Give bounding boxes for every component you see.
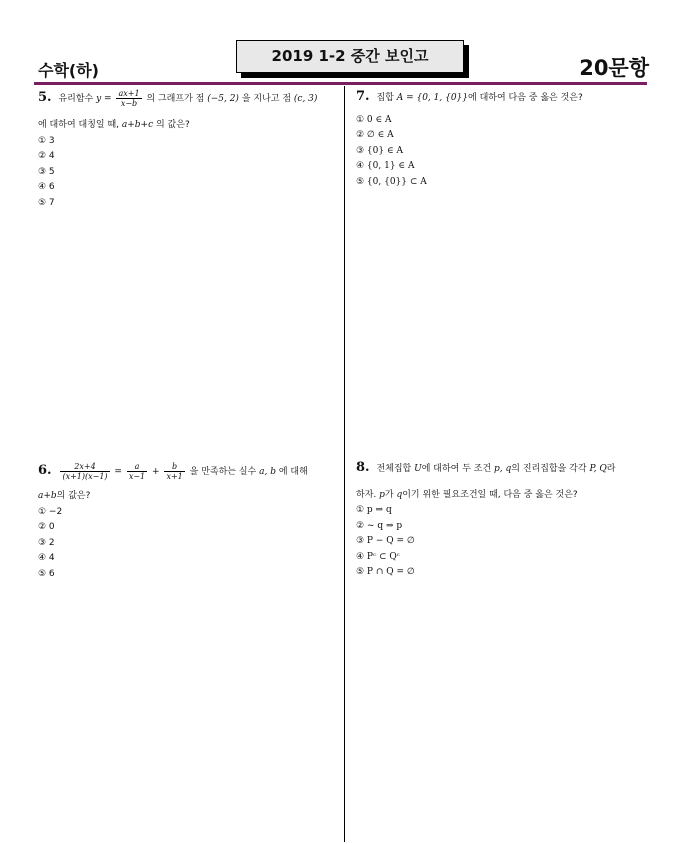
q8-text2: 에 대하여 두 조건 bbox=[421, 464, 492, 474]
q6-option-1[interactable]: ① −2 bbox=[38, 506, 63, 517]
q8-line2 bbox=[356, 488, 656, 504]
q7-number: 7. bbox=[356, 89, 370, 104]
q6-number: 6. bbox=[38, 463, 52, 478]
q5-line2 bbox=[38, 118, 338, 134]
q5-option-2[interactable]: ② 4 bbox=[38, 151, 55, 161]
q6-f3-num: b bbox=[164, 462, 184, 472]
question-8 bbox=[356, 460, 656, 581]
column-divider bbox=[344, 86, 345, 842]
q5-expr: a+b+c bbox=[121, 120, 154, 130]
q8-line1 bbox=[356, 460, 656, 478]
q6-f2-den: x−1 bbox=[128, 472, 146, 481]
q8-option-1[interactable]: ① p ⇒ q bbox=[356, 505, 392, 515]
q6-equals: = bbox=[114, 467, 122, 477]
q5-text2: 의 그래프가 점 bbox=[146, 94, 205, 104]
q6-fraction-b bbox=[164, 462, 184, 481]
q7-option-2[interactable]: ② ∅ ∈ A bbox=[356, 130, 394, 140]
q8-option-2[interactable]: ② ~ q ⇒ p bbox=[356, 520, 403, 531]
q5-fraction bbox=[116, 89, 141, 108]
q6-text3: 의 값은? bbox=[56, 491, 91, 501]
q6-plus: + bbox=[152, 467, 160, 477]
header-rule bbox=[34, 82, 647, 85]
q5-y-eq: y = bbox=[96, 94, 112, 104]
q7-set: A = {0, 1, {0}} bbox=[396, 93, 469, 103]
q7-option-3[interactable]: ③ {0} ∈ A bbox=[356, 145, 403, 156]
q6-option-5[interactable]: ⑤ 6 bbox=[38, 568, 55, 579]
q8-q: q bbox=[396, 489, 403, 500]
question-5 bbox=[38, 89, 338, 211]
q8-pq: p, q bbox=[494, 464, 512, 474]
exam-title: 2019 1-2 중간 보인고 bbox=[236, 40, 464, 73]
q5-line1 bbox=[38, 89, 338, 108]
q8-text3: 의 진리집합을 각각 bbox=[511, 464, 587, 474]
q5-point2: (c, 3) bbox=[293, 94, 318, 104]
q5-number: 5. bbox=[38, 90, 52, 105]
q6-expr: a+b bbox=[38, 491, 57, 501]
q8-text1: 전체집합 bbox=[376, 464, 412, 474]
q5-option-4[interactable]: ④ 6 bbox=[38, 182, 55, 192]
q6-line2 bbox=[38, 489, 338, 505]
q7-text1: 집합 bbox=[376, 93, 394, 103]
q6-text1: 을 만족하는 실수 bbox=[189, 467, 257, 477]
q7-line1 bbox=[356, 89, 656, 107]
q5-option-1[interactable]: ① 3 bbox=[38, 135, 55, 146]
q8-option-3[interactable]: ③ P − Q = ∅ bbox=[356, 536, 415, 546]
q6-option-2[interactable]: ② 0 bbox=[38, 522, 55, 532]
q6-f1-num: 2x+4 bbox=[60, 462, 109, 472]
q6-f2-num: a bbox=[127, 462, 147, 472]
q5-frac-den: x−b bbox=[120, 99, 138, 108]
q5-text4: 의 값은? bbox=[156, 120, 190, 130]
question-7 bbox=[356, 89, 656, 190]
q6-line1 bbox=[38, 462, 338, 481]
q6-option-4[interactable]: ④ 4 bbox=[38, 553, 55, 563]
q8-line2-c: 이기 위한 필요조건일 때, 다음 중 옳은 것은? bbox=[402, 489, 578, 500]
q5-text-line2: 에 대하여 대칭일 때, bbox=[38, 120, 119, 130]
q5-point1: (−5, 2) bbox=[207, 94, 239, 104]
q5-text3: 을 지나고 점 bbox=[241, 94, 292, 104]
q8-line2-b: 가 bbox=[384, 489, 394, 500]
subject-label: 수학(하) bbox=[38, 61, 99, 80]
q8-p: p bbox=[379, 489, 385, 500]
q8-text4: 라 bbox=[606, 464, 616, 474]
q5-text1: 유리함수 bbox=[58, 94, 94, 104]
q8-U: U bbox=[414, 464, 422, 474]
q7-option-5[interactable]: ⑤ {0, {0}} ⊂ A bbox=[356, 176, 427, 187]
question-6 bbox=[38, 462, 338, 582]
q8-option-5[interactable]: ⑤ P ∩ Q = ∅ bbox=[356, 567, 415, 577]
q8-line2-a: 하자. bbox=[356, 489, 377, 500]
q8-option-4[interactable]: ④ Pᶜ ⊂ Qᶜ bbox=[356, 551, 400, 562]
q6-text2: 에 대해 bbox=[278, 467, 308, 477]
q7-option-4[interactable]: ④ {0, 1} ∈ A bbox=[356, 161, 415, 171]
q5-frac-num: ax+1 bbox=[118, 89, 140, 98]
q6-option-3[interactable]: ③ 2 bbox=[38, 537, 55, 548]
q8-PQ: P, Q bbox=[589, 464, 607, 474]
q6-f1-den: (x+1)(x−1) bbox=[62, 472, 108, 481]
q6-fraction-lhs bbox=[60, 462, 109, 481]
q5-option-5[interactable]: ⑤ 7 bbox=[38, 197, 55, 208]
q6-var-b: b bbox=[270, 467, 276, 477]
q8-number: 8. bbox=[356, 460, 370, 475]
q5-option-3[interactable]: ③ 5 bbox=[38, 166, 55, 177]
q6-fraction-a bbox=[127, 462, 147, 481]
question-count: 20문항 bbox=[579, 56, 649, 80]
q7-option-1[interactable]: ① 0 ∈ A bbox=[356, 114, 392, 125]
q7-text2: 에 대하여 다음 중 옳은 것은? bbox=[468, 93, 583, 103]
q6-var-a: a, bbox=[259, 467, 268, 477]
q6-f3-den: x+1 bbox=[166, 472, 183, 481]
